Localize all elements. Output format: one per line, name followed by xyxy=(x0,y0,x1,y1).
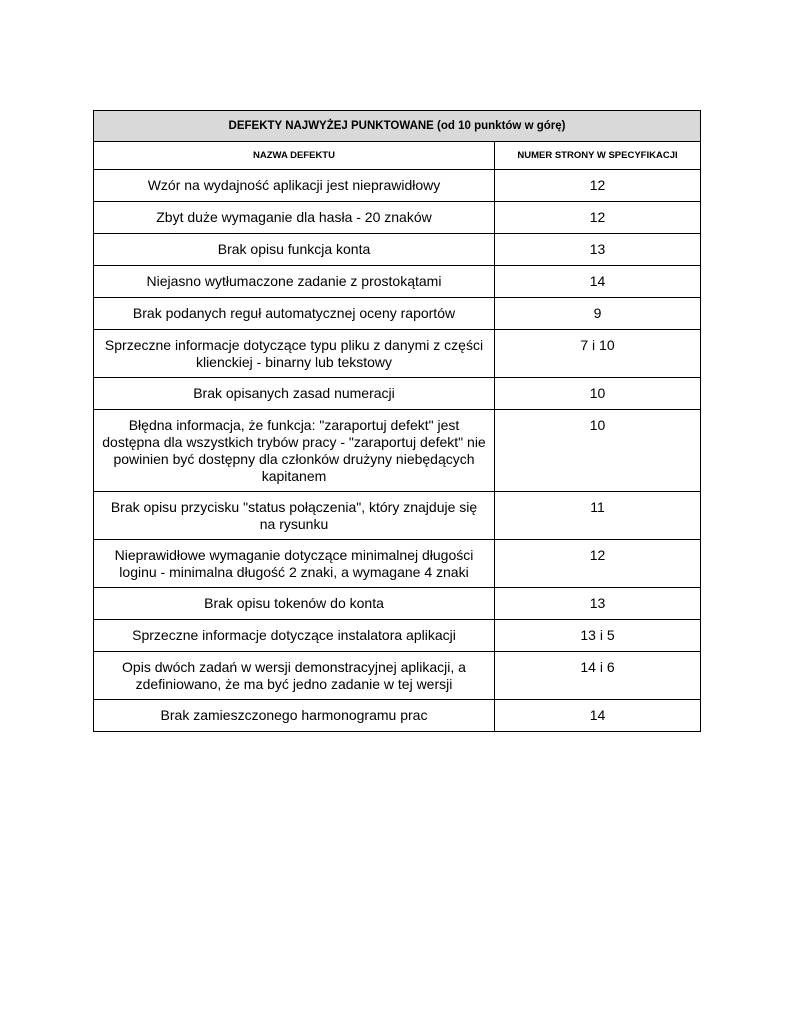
defect-name-cell: Niejasno wytłumaczone zadanie z prostokątami xyxy=(94,266,495,298)
page-number-cell: 12 xyxy=(495,170,701,202)
defect-name-cell: Nieprawidłowe wymaganie dotyczące minimalnej długości loginu - minimalna długość 2 znaki, a wymagane 4 znaki xyxy=(94,540,495,588)
column-header-page: NUMER STRONY W SPECYFIKACJI xyxy=(495,142,701,170)
page-number-cell: 14 xyxy=(495,700,701,732)
defect-name-cell: Brak podanych reguł automatycznej oceny raportów xyxy=(94,298,495,330)
defect-name-cell: Zbyt duże wymaganie dla hasła - 20 znaków xyxy=(94,202,495,234)
page-number-cell: 12 xyxy=(495,540,701,588)
table-row xyxy=(94,266,701,298)
defect-name-cell: Brak opisu funkcja konta xyxy=(94,234,495,266)
defect-name-cell: Opis dwóch zadań w wersji demonstracyjnej aplikacji, a zdefiniowano, że ma być jedno zadanie w tej wersji xyxy=(94,652,495,700)
page-number-cell: 14 i 6 xyxy=(495,652,701,700)
page-number-cell: 13 xyxy=(495,234,701,266)
table-row xyxy=(94,492,701,540)
defect-name-cell: Wzór na wydajność aplikacji jest nieprawidłowy xyxy=(94,170,495,202)
page-number-cell: 13 xyxy=(495,588,701,620)
page-number-cell: 7 i 10 xyxy=(495,330,701,378)
table-row xyxy=(94,588,701,620)
table-header-row xyxy=(94,142,701,170)
table-row xyxy=(94,540,701,588)
table-row xyxy=(94,700,701,732)
table-row xyxy=(94,234,701,266)
page-number-cell: 11 xyxy=(495,492,701,540)
defect-name-cell: Sprzeczne informacje dotyczące instalatora aplikacji xyxy=(94,620,495,652)
table-row xyxy=(94,330,701,378)
page-number-cell: 9 xyxy=(495,298,701,330)
defect-name-cell: Błędna informacja, że funkcja: "zaraportuj defekt" jest dostępna dla wszystkich trybów pracy - "zaraportuj defekt" nie powinien być dostępny dla członków drużyny niebędących kapitanem xyxy=(94,410,495,492)
page-number-cell: 10 xyxy=(495,410,701,492)
defect-name-cell: Brak opisu tokenów do konta xyxy=(94,588,495,620)
table-title: DEFEKTY NAJWYŻEJ PUNKTOWANE (od 10 punktów w górę) xyxy=(94,111,701,142)
page-number-cell: 14 xyxy=(495,266,701,298)
defect-name-cell: Brak opisanych zasad numeracji xyxy=(94,378,495,410)
column-header-name: NAZWA DEFEKTU xyxy=(94,142,495,170)
page-number-cell: 10 xyxy=(495,378,701,410)
table-title-row xyxy=(94,111,701,142)
table-row xyxy=(94,202,701,234)
table-row xyxy=(94,620,701,652)
table-row xyxy=(94,410,701,492)
page-number-cell: 13 i 5 xyxy=(495,620,701,652)
page-number-cell: 12 xyxy=(495,202,701,234)
defects-table xyxy=(93,110,701,732)
table-row xyxy=(94,652,701,700)
table-row xyxy=(94,378,701,410)
defect-name-cell: Sprzeczne informacje dotyczące typu pliku z danymi z części klienckiej - binarny lub tekstowy xyxy=(94,330,495,378)
defect-name-cell: Brak opisu przycisku "status połączenia", który znajduje się na rysunku xyxy=(94,492,495,540)
table-row xyxy=(94,170,701,202)
table-row xyxy=(94,298,701,330)
defect-name-cell: Brak zamieszczonego harmonogramu prac xyxy=(94,700,495,732)
